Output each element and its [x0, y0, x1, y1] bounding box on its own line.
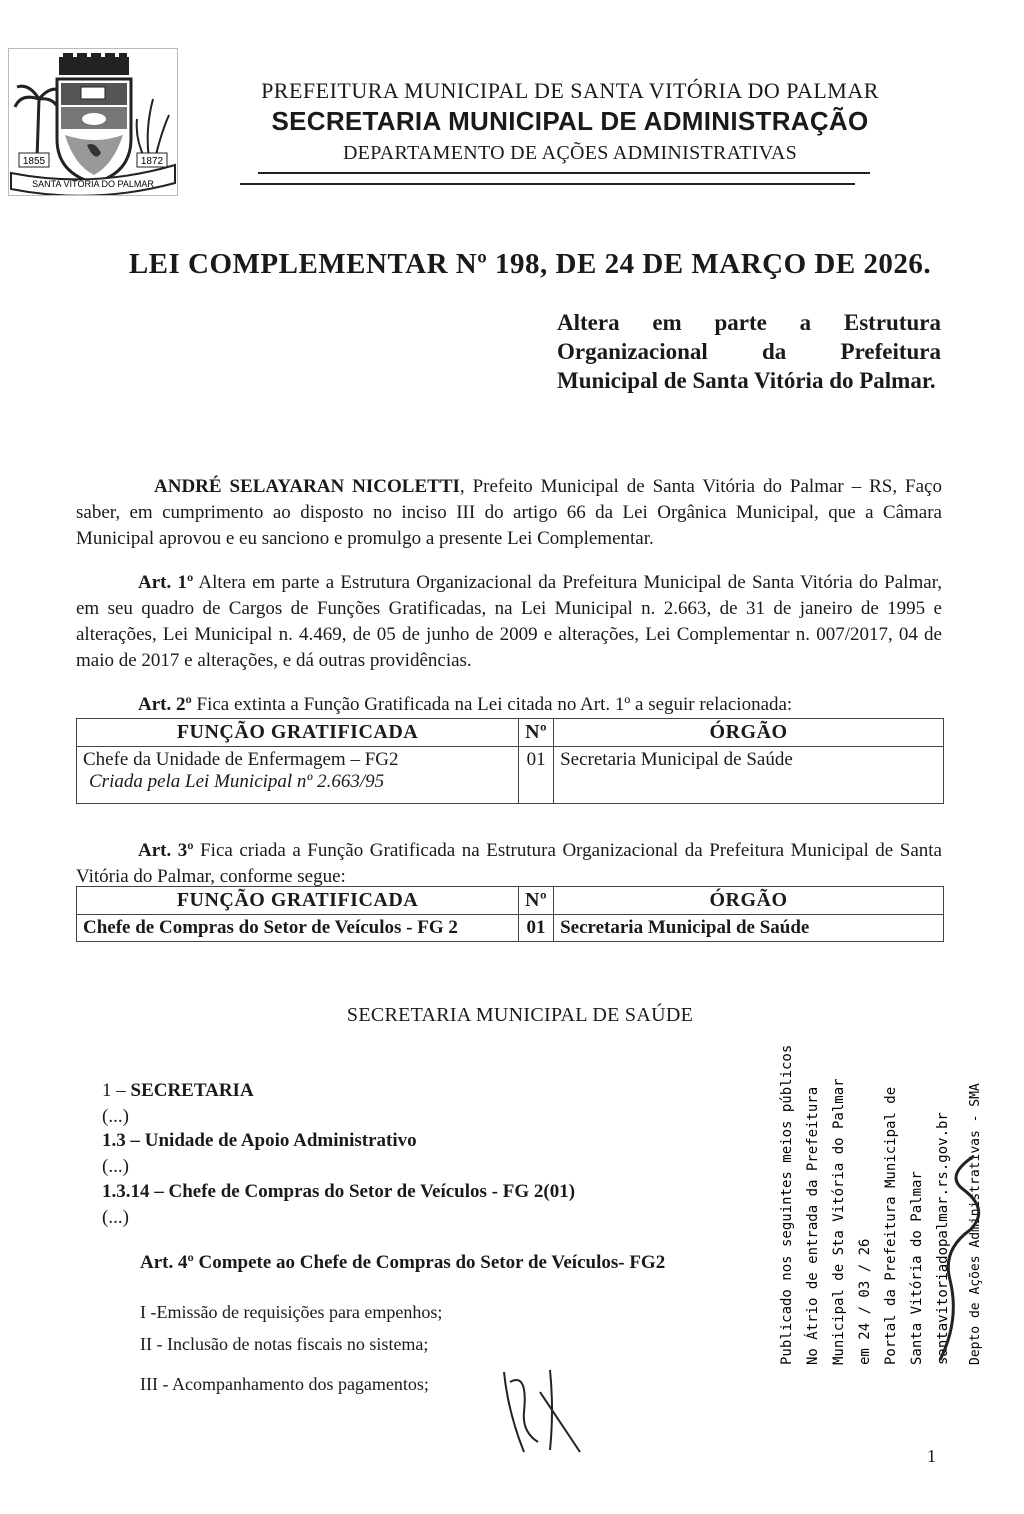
page-number: 1: [927, 1446, 936, 1466]
stamp-line-8: Depto de Ações Administrativas - SMA: [968, 1083, 983, 1365]
coat-of-arms-icon: [9, 49, 177, 195]
mayor-name: ANDRÉ SELAYARAN NICOLETTI: [154, 476, 460, 497]
col-num: Nº: [519, 719, 554, 747]
stamp-line-7: santavitoriadopalmar.rs.gov.br: [935, 1112, 951, 1365]
section-title: SECRETARIA MUNICIPAL DE SAÚDE: [346, 1004, 694, 1026]
level1-label: SECRETARIA: [130, 1080, 254, 1101]
stamp-line-6: Santa Vitória do Palmar: [909, 1171, 925, 1365]
preamble-paragraph: [76, 474, 942, 552]
header-departamento: DEPARTAMENTO DE AÇÕES ADMINISTRATIVAS: [342, 142, 798, 164]
col-funcao: FUNÇÃO GRATIFICADA: [77, 887, 519, 915]
col-num: Nº: [519, 887, 554, 915]
extinct-function-table: [76, 718, 944, 804]
table-row: [77, 747, 944, 804]
cell-num: 01: [519, 747, 554, 804]
municipal-crest: [8, 48, 178, 196]
crest-year-left: 1855: [22, 156, 46, 167]
law-ementa: Altera em parte a Estrutura Organizacional da Prefeitura Municipal de Santa Vitória do Palmar.: [557, 310, 941, 393]
art3-label: Art. 3º: [138, 840, 194, 861]
header-rule-1: [258, 172, 870, 174]
header-secretaria: SECRETARIA MUNICIPAL DE ADMINISTRAÇÃO: [271, 106, 869, 136]
cell-funcao: [77, 747, 519, 804]
cell-funcao: Chefe de Compras do Setor de Veículos - FG 2: [77, 915, 519, 942]
funcao-note: Criada pela Lei Municipal nº 2.663/95: [89, 771, 385, 792]
crest-ribbon-text: SANTA VITÓRIA DO PALMAR: [32, 179, 154, 189]
art3-text: Fica criada a Função Gratificada na Estrutura Organizacional da Prefeitura Municipal de Santa Vitória do Palmar, conforme segue:: [76, 840, 942, 887]
stamp-line-4: em 24 / 03 / 26: [857, 1238, 873, 1365]
art1-paragraph: [76, 570, 942, 674]
art4-heading: Art. 4º Compete ao Chefe de Compras do Setor de Veículos- FG2: [140, 1252, 666, 1273]
structure-level-3: 1.3.14 – Chefe de Compras do Setor de Veículos - FG 2(01): [102, 1181, 576, 1202]
signature-icon: [490, 1362, 600, 1458]
cell-orgao: Secretaria Municipal de Saúde: [554, 915, 944, 942]
stamp-line-1: Publicado nos seguintes meios públicos: [779, 1044, 795, 1365]
art1-label: Art. 1º: [138, 572, 194, 593]
col-orgao: ÓRGÃO: [554, 719, 944, 747]
cell-orgao: Secretaria Municipal de Saúde: [554, 747, 944, 804]
duty-item-2: II - Inclusão de notas fiscais no sistema;: [140, 1334, 429, 1354]
law-title: LEI COMPLEMENTAR Nº 198, DE 24 DE MARÇO DE 2026.: [128, 248, 932, 280]
art1-text: Altera em parte a Estrutura Organizacional da Prefeitura Municipal de Santa Vitória do Palmar, em seu quadro de Cargos de Funções Gratificadas, na Lei Municipal n. 2.663, de 31 de janeiro de 1995 e alterações, Lei Municipal n. 4.469, de 05 de junho de 2009 e alterações, Lei Complementar n. 007/2017, 04 de maio de 2017 e alterações, e dá outras providências.: [76, 572, 942, 671]
level1-number: 1 –: [102, 1080, 131, 1101]
stamp-line-3: Municipal de Sta Vitória do Palmar: [831, 1078, 847, 1365]
art2-label: Art. 2º: [138, 694, 192, 715]
table-row: [77, 915, 944, 942]
art3-paragraph: [76, 838, 942, 890]
stamp-line-2: No Átrio de entrada da Prefeitura: [805, 1086, 821, 1365]
table-header-row: [77, 887, 944, 915]
art2-text: Fica extinta a Função Gratificada na Lei citada no Art. 1º a seguir relacionada:: [191, 694, 793, 715]
publication-stamp: [750, 1040, 1024, 1370]
funcao-text: Chefe da Unidade de Enfermagem – FG2: [83, 749, 399, 770]
stamp-line-5: Portal da Prefeitura Municipal de: [883, 1086, 899, 1365]
ellipsis-2: (...): [102, 1156, 129, 1177]
signature-initials: [490, 1362, 600, 1458]
duty-item-3: III - Acompanhamento dos pagamentos;: [140, 1374, 429, 1394]
cell-num: 01: [519, 915, 554, 942]
structure-level-2: 1.3 – Unidade de Apoio Administrativo: [102, 1130, 417, 1151]
created-function-table: [76, 886, 944, 942]
duty-item-1: I -Emissão de requisições para empenhos;: [140, 1302, 443, 1322]
art2-paragraph: [76, 692, 942, 718]
col-funcao: FUNÇÃO GRATIFICADA: [77, 719, 519, 747]
ellipsis-1: (...): [102, 1106, 129, 1127]
crest-year-right: 1872: [140, 156, 164, 167]
ellipsis-3: (...): [102, 1207, 129, 1228]
header-rule-2: [240, 183, 855, 185]
col-orgao: ÓRGÃO: [554, 887, 944, 915]
header-prefeitura: PREFEITURA MUNICIPAL DE SANTA VITÓRIA DO PALMAR: [261, 78, 879, 103]
table-header-row: [77, 719, 944, 747]
structure-level-1: [102, 1080, 254, 1102]
preamble-text: , Prefeito Municipal de Santa Vitória do Palmar – RS, Faço saber, em cumprimento ao disposto no inciso III do artigo 66 da Lei Orgânica Municipal, que a Câmara Municipal aprovou e eu sanciono e promulgo a presente Lei Complementar.: [76, 476, 942, 549]
